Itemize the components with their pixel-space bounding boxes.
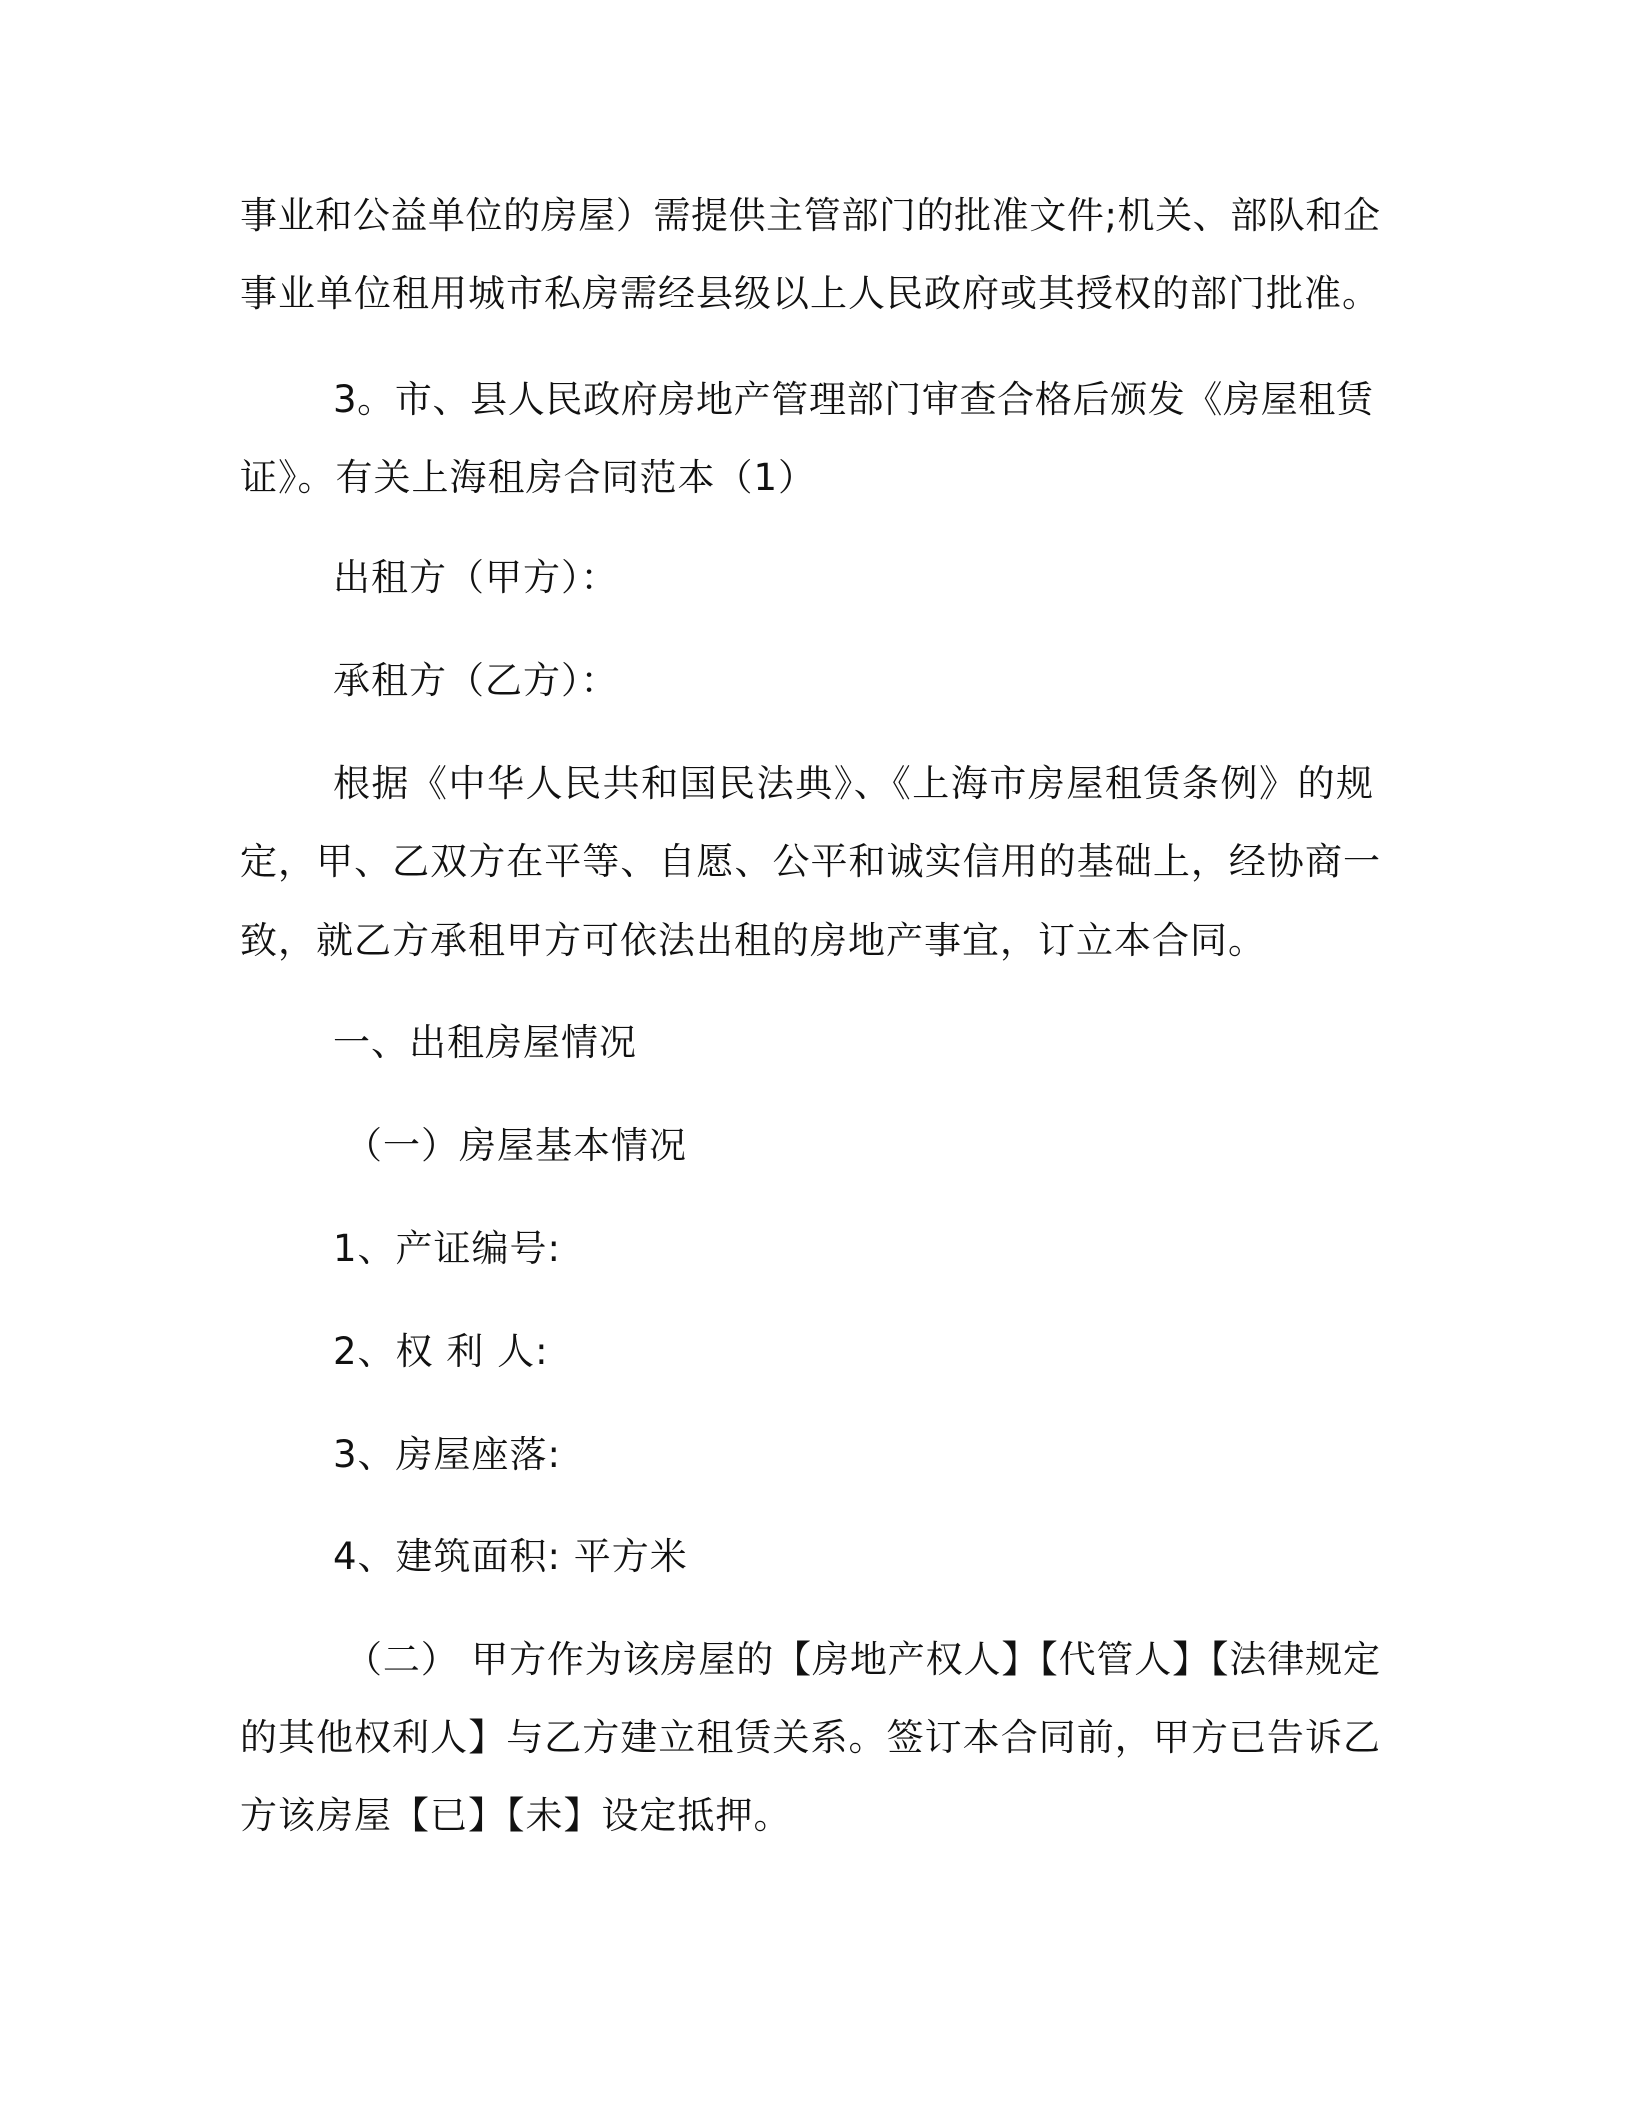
paragraph-line: 定，甲、乙双方在平等、自愿、公平和诚实信用的基础上，经协商一 — [240, 840, 1380, 883]
list-item: 3、房屋座落: — [333, 1433, 562, 1476]
paragraph-line: 的其他权利人】与乙方建立租赁关系。签订本合同前，甲方已告诉乙 — [240, 1716, 1380, 1759]
paragraph-line: 根据《中华人民共和国民法典》、《上海市房屋租赁条例》的规 — [333, 762, 1373, 805]
lessor-label: 出租方（甲方）： — [333, 556, 619, 599]
paragraph-line: （二） 甲方作为该房屋的【房地产权人】【代管人】【法律规定 — [345, 1638, 1380, 1681]
lessee-label: 承租方（乙方）： — [333, 659, 619, 702]
list-item: 1、产证编号: — [333, 1227, 562, 1270]
paragraph-line: 事业和公益单位的房屋）需提供主管部门的批准文件;机关、部队和企 — [240, 194, 1380, 237]
paragraph-line: 3。市、县人民政府房地产管理部门审查合格后颁发《房屋租赁 — [333, 378, 1373, 421]
list-item: 2、权 利 人: — [333, 1330, 549, 1373]
paragraph-line: 致，就乙方承租甲方可依法出租的房地产事宜，订立本合同。 — [240, 919, 1266, 962]
section-heading: 一、出租房屋情况 — [333, 1021, 637, 1064]
list-item: 4、建筑面积: 平方米 — [333, 1535, 688, 1578]
subsection-heading: （一）房屋基本情况 — [345, 1124, 687, 1167]
paragraph-line: 方该房屋【已】【未】设定抵押。 — [240, 1794, 792, 1837]
paragraph-line: 证》。有关上海租房合同范本（1） — [240, 456, 817, 499]
paragraph-line: 事业单位租用城市私房需经县级以上人民政府或其授权的部门批准。 — [240, 272, 1380, 315]
